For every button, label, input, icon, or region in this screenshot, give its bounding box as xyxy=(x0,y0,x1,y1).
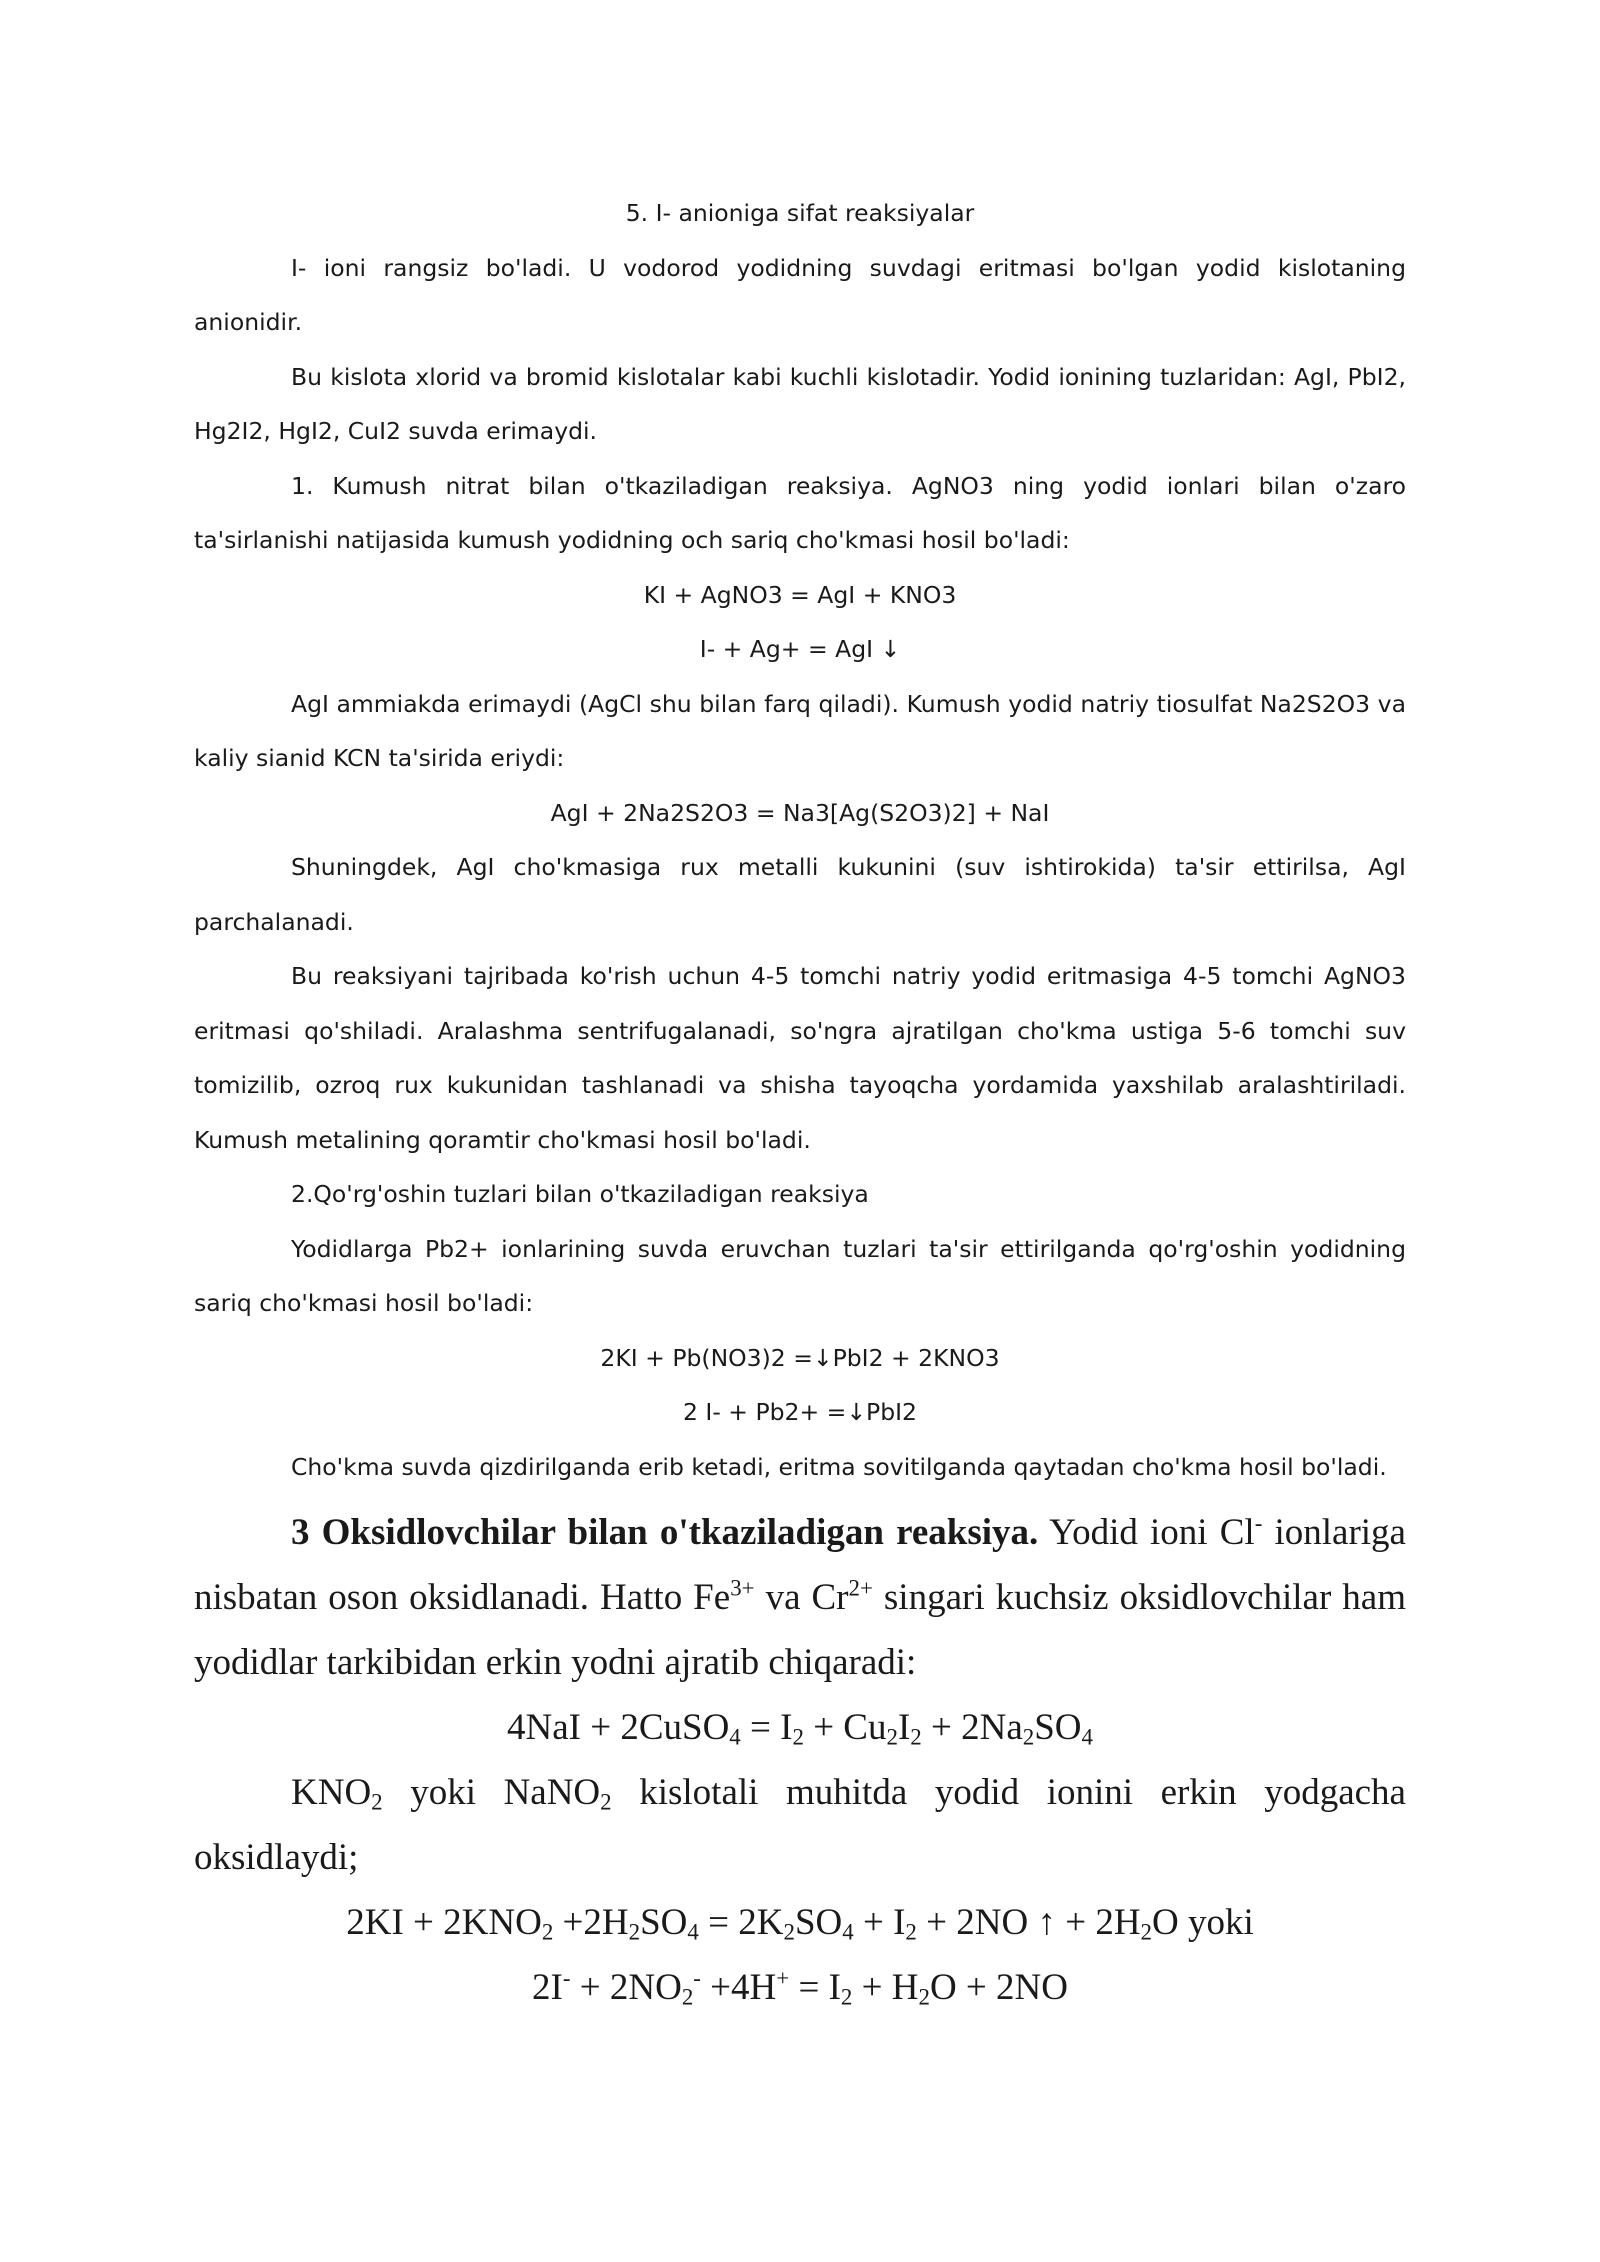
paragraph-5: Shuningdek, AgI cho'kmasiga rux metalli kukunini (suv ishtirokida) ta'sir ettirilsa, AgI parchalanadi. xyxy=(194,853,1406,936)
paragraph-8: Yodidlarga Pb2+ ionlarining suvda eruvchan tuzlari ta'sir ettirilganda qo'rg'oshin yodidning sariq cho'kmasi hosil bo'ladi: xyxy=(194,1234,1406,1317)
equation-4: 2KI + Pb(NO3)2 =↓PbI2 + 2KNO3 xyxy=(600,1343,1000,1372)
equation-5: 2 I- + Pb2+ =↓PbI2 xyxy=(682,1398,917,1426)
equation-1: KI + AgNO3 = AgI + KNO3 xyxy=(643,580,957,609)
paragraph-1: I- ioni rangsiz bo'ladi. U vodorod yodidning suvdagi eritmasi bo'lgan yodid kislotaning anionidir. xyxy=(194,253,1406,336)
page-content xyxy=(194,186,1406,2020)
serif-section xyxy=(194,1500,1406,2020)
equation-3: AgI + 2Na2S2O3 = Na3[Ag(S2O3)2] + NaI xyxy=(550,798,1050,827)
section-title: 5. I- anioniga sifat reaksiyalar xyxy=(625,199,975,227)
paragraph-2: Bu kislota xlorid va bromid kislotalar kabi kuchli kislotadir. Yodid ionining tuzlaridan: AgI, PbI2, Hg2I2, HgI2, CuI2 suvda erimaydi. xyxy=(194,362,1406,445)
paragraph-6: Bu reaksiyani tajribada ko'rish uchun 4-5 tomchi natriy yodid eritmasiga 4-5 tomchi AgNO3 eritmasi qo'shiladi. Aralashma sentrifugalanadi, so'ngra ajratilgan cho'kma ustiga 5-6 tomchi suv tomizilib, ozroq rux kukunidan tashlanadi va shisha tayoqcha yordamida yaxshilab aralashtiriladi. Kumush metalining qoramtir cho'kmasi hosil bo'ladi. xyxy=(194,962,1406,1154)
equation-8: $2I^- + 2NO_2^- +4H^+ = I_2 + H_2O + 2NO$ xyxy=(532,1965,1068,2010)
paragraph-oxidizers: 3 Oksidlovchilar bilan o'tkaziladigan reaksiya. Yodid ioni Cl- ionlariga nisbatan oson oksidlanadi. Hatto $Fe^{3+}$ va $Cr^{2+}$ singari kuchsiz oksidlovchilar ham yodidlar tarkibidan erkin yodni ajratib chiqaradi: xyxy=(194,1510,1406,1683)
equation-2: I- + Ag+ = AgI ↓ xyxy=(699,635,901,663)
paragraph-4: AgI ammiakda erimaydi (AgCl shu bilan farq qiladi). Kumush yodid natriy tiosulfat Na2S2O3 va kaliy sianid KCN ta'sirida eriydi: xyxy=(194,689,1406,772)
sans-section xyxy=(194,186,1406,1494)
equation-7: $2KI + 2KNO_2 +2H_2SO_4 = 2K_2SO_4 + I_2 + 2NO$ ↑ + $2H_2O$ yoki xyxy=(346,1902,1254,1945)
subsection-heading-2: 2.Qo'rg'oshin tuzlari bilan o'tkaziladigan reaksiya xyxy=(291,1180,869,1208)
equation-6: 4NaI + 2CuSO$_4$ = $I_2 + Cu_2I_2 + 2Na_2SO_4$ xyxy=(506,1707,1094,1750)
paragraph-10: $KNO_2$ yoki NaNO$_2$ kislotali muhitda yodid ionini erkin yodgacha oksidlaydi; xyxy=(194,1772,1406,1878)
paragraph-3: 1. Kumush nitrat bilan o'tkaziladigan reaksiya. AgNO3 ning yodid ionlari bilan o'zaro ta'sirlanishi natijasida kumush yodidning och sariq cho'kmasi hosil bo'ladi: xyxy=(194,471,1406,554)
paragraph-9: Cho'kma suvda qizdirilganda erib ketadi, eritma sovitilganda qaytadan cho'kma hosil bo'ladi. xyxy=(291,1452,1387,1481)
subsection-heading-3: 3 Oksidlovchilar bilan o'tkaziladigan reaksiya. xyxy=(291,1512,1039,1553)
